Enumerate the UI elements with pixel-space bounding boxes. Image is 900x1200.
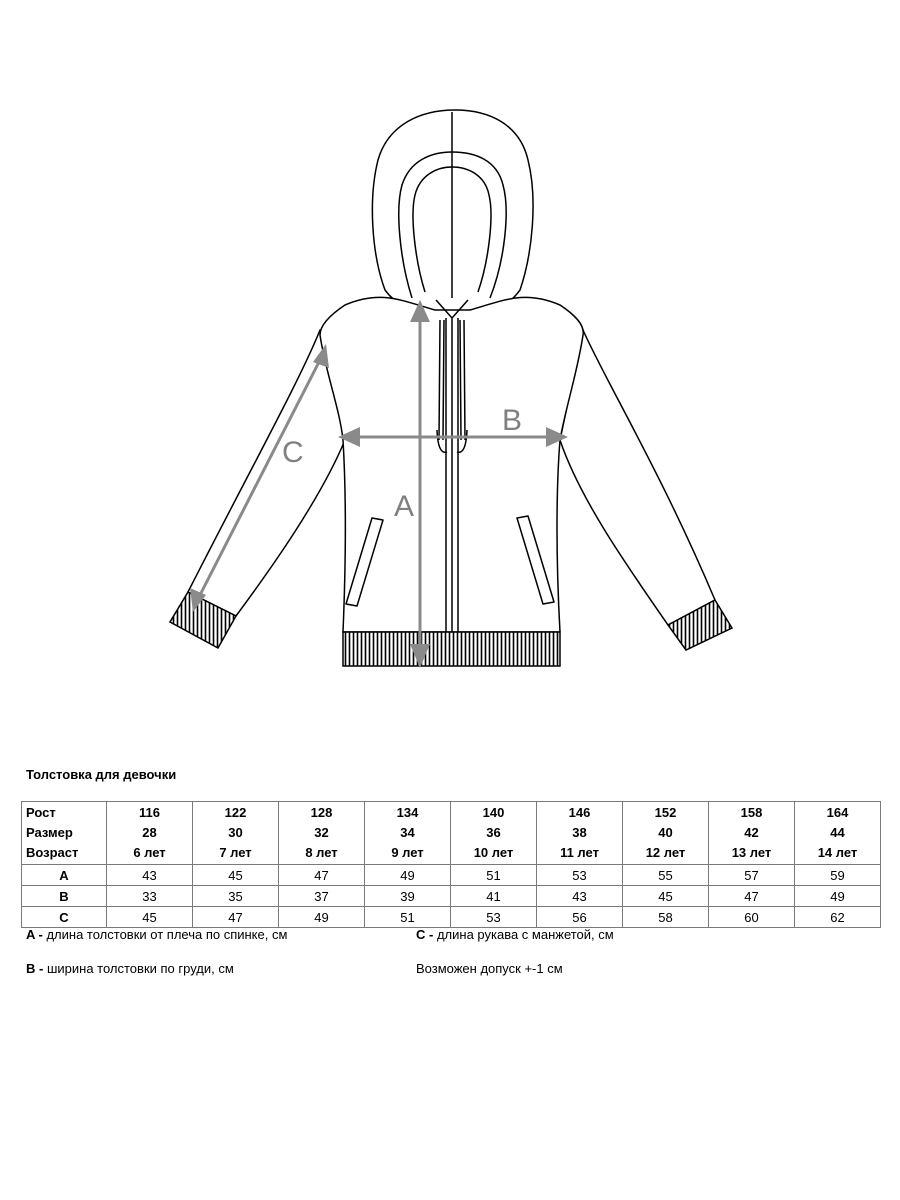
label-c: C <box>282 436 304 469</box>
size-age: 9 лет <box>391 845 424 860</box>
size-age: 10 лет <box>473 845 514 860</box>
size-column-header <box>107 802 193 865</box>
size-table <box>21 801 881 928</box>
note-a-text: длина толстовки от плеча по спинке, см <box>42 927 288 942</box>
table-cell: 47 <box>193 907 279 928</box>
table-cell: 51 <box>451 865 537 886</box>
label-a: A <box>394 490 415 523</box>
size-height: 158 <box>740 805 763 820</box>
size-column-header <box>537 802 623 865</box>
hoodie-outline <box>188 110 715 636</box>
note-tolerance: Возможен допуск +-1 см <box>416 961 563 976</box>
row-label: A <box>22 865 107 886</box>
table-row <box>22 886 881 907</box>
header-labels-cell <box>22 802 107 865</box>
size-size: 42 <box>744 825 759 840</box>
header-label: Возраст <box>26 845 79 860</box>
size-column-header <box>193 802 279 865</box>
page-title: Толстовка для девочки <box>26 767 177 782</box>
size-age: 13 лет <box>731 845 772 860</box>
size-column-header <box>795 802 881 865</box>
size-height: 116 <box>139 805 160 820</box>
note-a <box>26 927 287 942</box>
note-c-key: C - <box>416 927 434 942</box>
table-cell: 39 <box>365 886 451 907</box>
table-cell: 41 <box>451 886 537 907</box>
table-cell: 49 <box>279 907 365 928</box>
table-cell: 55 <box>623 865 709 886</box>
size-height: 134 <box>396 805 419 820</box>
row-label: B <box>22 886 107 907</box>
size-height: 122 <box>224 805 247 820</box>
size-size: 40 <box>658 825 673 840</box>
size-column-header <box>279 802 365 865</box>
size-age: 12 лет <box>645 845 686 860</box>
table-cell: 56 <box>537 907 623 928</box>
header-label: Рост <box>26 805 56 820</box>
table-row <box>22 865 881 886</box>
waistband <box>343 632 560 666</box>
size-column-header <box>365 802 451 865</box>
table-cell: 53 <box>451 907 537 928</box>
size-size: 44 <box>830 825 845 840</box>
size-age: 6 лет <box>133 845 166 860</box>
table-cell: 62 <box>795 907 881 928</box>
size-size: 32 <box>314 825 329 840</box>
header-label: Размер <box>26 825 73 840</box>
note-b <box>26 961 234 976</box>
table-cell: 45 <box>193 865 279 886</box>
table-cell: 60 <box>709 907 795 928</box>
size-height: 140 <box>482 805 505 820</box>
size-column-header <box>709 802 795 865</box>
table-cell: 45 <box>107 907 193 928</box>
table-cell: 35 <box>193 886 279 907</box>
table-cell: 59 <box>795 865 881 886</box>
note-b-key: B - <box>26 961 44 976</box>
table-cell: 43 <box>537 886 623 907</box>
size-height: 146 <box>568 805 591 820</box>
size-age: 11 лет <box>560 845 599 860</box>
size-size: 28 <box>142 825 157 840</box>
table-cell: 53 <box>537 865 623 886</box>
size-age: 8 лет <box>305 845 338 860</box>
label-b: B <box>502 404 523 437</box>
table-cell: 57 <box>709 865 795 886</box>
table-cell: 37 <box>279 886 365 907</box>
note-c <box>416 927 614 942</box>
size-size: 36 <box>486 825 501 840</box>
table-row <box>22 907 881 928</box>
size-age: 7 лет <box>219 845 252 860</box>
size-column-header <box>451 802 537 865</box>
size-height: 152 <box>654 805 677 820</box>
note-b-text: ширина толстовки по груди, см <box>43 961 234 976</box>
table-cell: 43 <box>107 865 193 886</box>
table-cell: 51 <box>365 907 451 928</box>
note-a-key: A - <box>26 927 43 942</box>
size-height: 164 <box>826 805 849 820</box>
size-height: 128 <box>310 805 333 820</box>
size-size: 30 <box>228 825 243 840</box>
table-cell: 58 <box>623 907 709 928</box>
size-size: 38 <box>572 825 587 840</box>
right-sleeve <box>560 330 715 625</box>
table-cell: 45 <box>623 886 709 907</box>
size-age: 14 лет <box>817 845 858 860</box>
row-label: C <box>22 907 107 928</box>
table-cell: 33 <box>107 886 193 907</box>
note-c-text: длина рукава с манжетой, см <box>433 927 614 942</box>
size-column-header <box>623 802 709 865</box>
table-cell: 49 <box>365 865 451 886</box>
size-size: 34 <box>400 825 415 840</box>
table-cell: 47 <box>279 865 365 886</box>
table-header-row <box>22 802 881 865</box>
table-cell: 49 <box>795 886 881 907</box>
table-cell: 47 <box>709 886 795 907</box>
